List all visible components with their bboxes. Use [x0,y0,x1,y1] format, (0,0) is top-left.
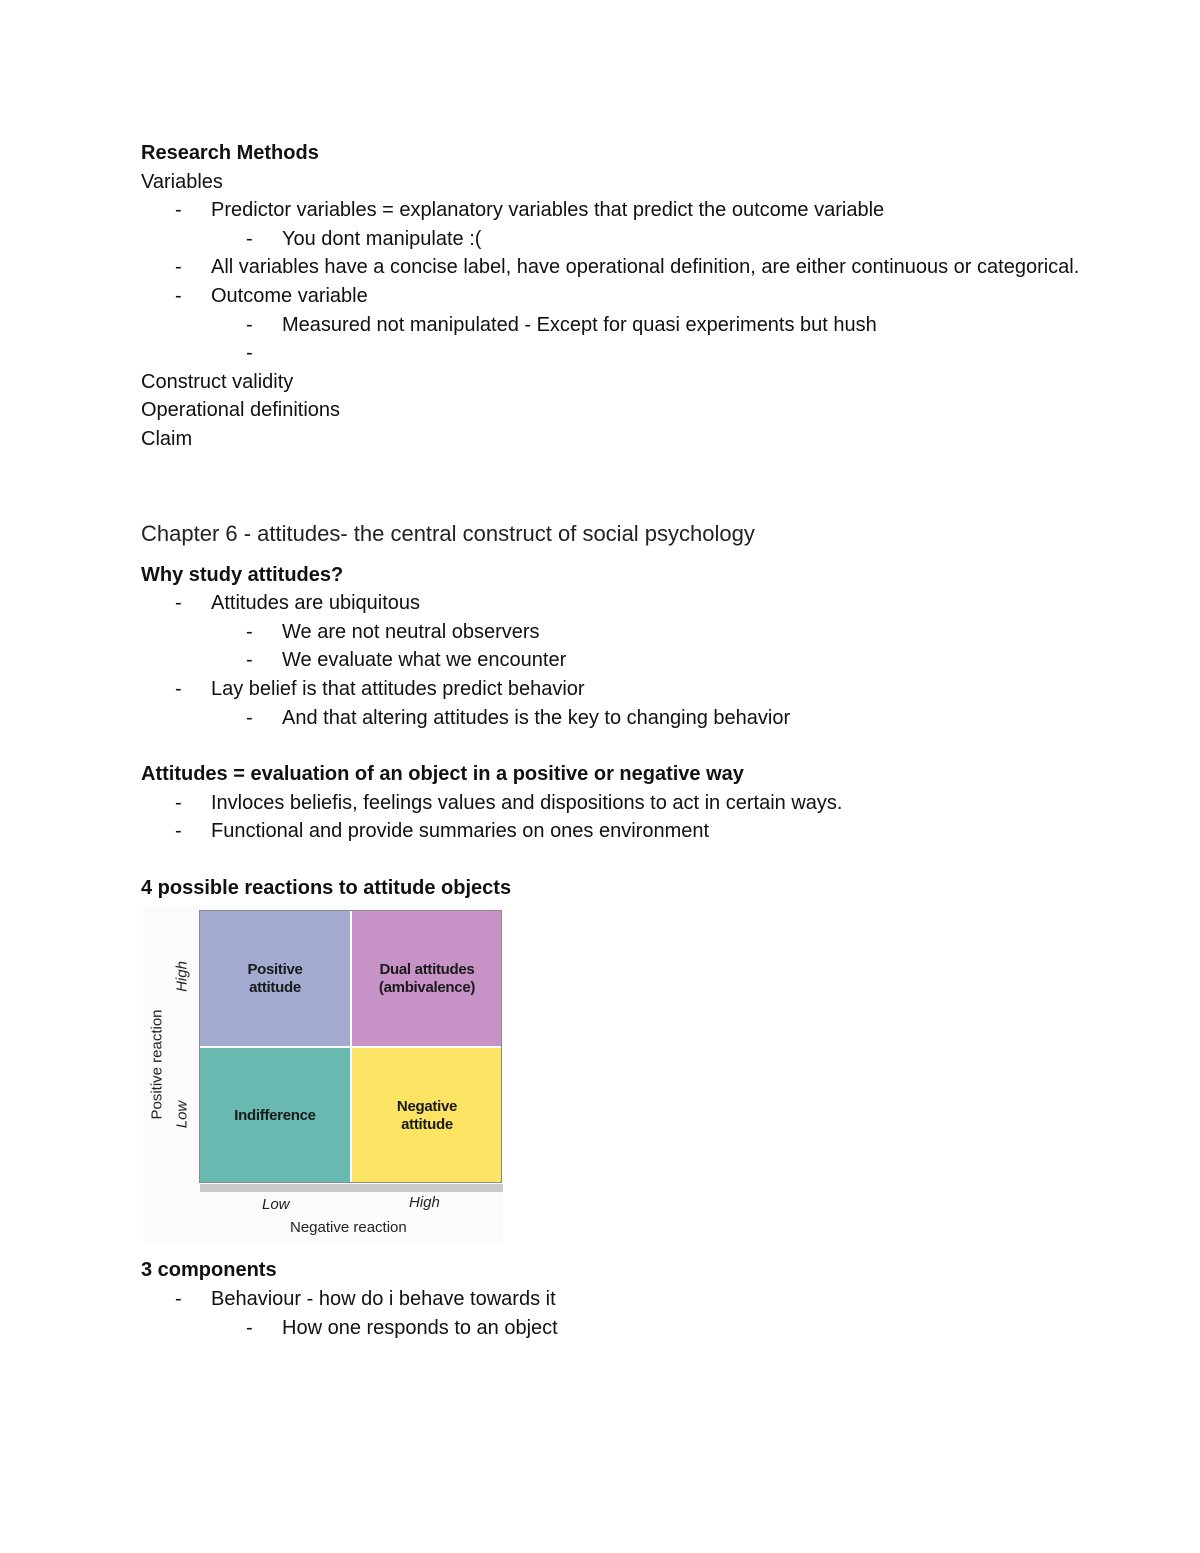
text-claim: Claim [141,427,193,450]
quadrant-positive-attitude [200,911,350,1046]
heading-why-study: Why study attitudes? [141,563,344,586]
quadrant-label: Indifference [234,1106,316,1124]
bullet-item [141,675,1101,704]
bullet-text: Lay belief is that attitudes predict behavior [211,677,585,700]
bullet-dash: - [246,313,253,336]
bullet-dash: - [246,706,253,729]
bullet-text: Outcome variable [211,284,368,307]
bullet-text: Attitudes are ubiquitous [211,592,421,615]
sub-bullet-item [141,646,1101,675]
quadrant-negative-attitude [352,1048,502,1183]
bullet-text: Functional and provide summaries on ones environment [211,820,710,843]
bullet-item [141,196,1101,225]
x-axis-high-label: High [409,1194,440,1212]
document-body [141,139,1101,1342]
bullet-item [141,253,1101,282]
bullet-text: Behaviour - how do i behave towards it [211,1288,556,1311]
sub-bullet-item-empty [141,339,1101,368]
quadrant-dual-attitudes [352,911,502,1046]
heading-attitudes-definition: Attitudes = evaluation of an object in a positive or negative way [141,763,744,786]
sub-bullet-item [141,1314,1101,1343]
bullet-dash: - [175,791,182,814]
quadrant-label: Negative attitude [396,1097,458,1133]
bullet-text: We evaluate what we encounter [282,649,567,672]
bullet-text: Predictor variables = explanatory variables that predict the outcome variable [211,199,885,222]
quadrant-label: Positive attitude [247,960,303,996]
bullet-dash: - [175,284,182,307]
bullet-text: You dont manipulate :( [282,227,482,250]
sub-bullet-item [141,311,1101,340]
bullet-dash: - [246,1316,253,1339]
heading-three-components: 3 components [141,1259,277,1282]
bullet-text: Invloces beliefis, feelings values and dispositions to act in certain ways. [211,791,843,814]
attitude-reactions-figure [141,906,503,1246]
text-variables: Variables [141,170,223,193]
heading-research-methods: Research Methods [141,142,319,164]
bullet-item [141,817,1101,846]
bullet-item [141,789,1101,818]
bullet-text: Measured not manipulated - Except for quasi experiments but hush [282,313,877,336]
bullet-dash: - [175,256,182,279]
quadrant-label: Dual attitudes (ambivalence) [378,960,476,996]
bullet-item [141,282,1101,311]
sub-bullet-item [141,704,1101,733]
bullet-dash: - [246,649,253,672]
chapter-title: Chapter 6 - attitudes- the central construct of social psychology [141,520,755,546]
y-axis-title: Positive reaction [148,1009,166,1120]
bullet-item [141,1285,1101,1314]
x-axis-low-label: Low [262,1196,290,1214]
bullet-dash: - [175,677,182,700]
y-axis-low-label: Low [173,1101,191,1129]
bullet-text: And that altering attitudes is the key to changing behavior [282,706,791,729]
bullet-text: How one responds to an object [282,1316,558,1339]
bullet-dash: - [175,1288,182,1311]
bullet-dash: - [246,227,253,250]
bullet-dash: - [175,199,182,222]
x-axis-title: Negative reaction [290,1219,407,1237]
text-construct-validity: Construct validity [141,370,294,393]
text-operational-definitions: Operational definitions [141,399,341,422]
bullet-text: All variables have a concise label, have operational definition, are either continuous or categorical. [211,256,1080,279]
bullet-item [141,589,1101,618]
bullet-dash: - [246,342,253,365]
quadrant-indifference [200,1048,350,1183]
bullet-dash: - [246,620,253,643]
sub-bullet-item [141,225,1101,254]
heading-four-reactions: 4 possible reactions to attitude objects [141,876,512,899]
bullet-dash: - [175,820,182,843]
bullet-text: We are not neutral observers [282,620,540,643]
y-axis-high-label: High [173,961,191,993]
sub-bullet-item [141,618,1101,647]
figure-shadow [200,1184,503,1192]
bullet-dash: - [175,592,182,615]
